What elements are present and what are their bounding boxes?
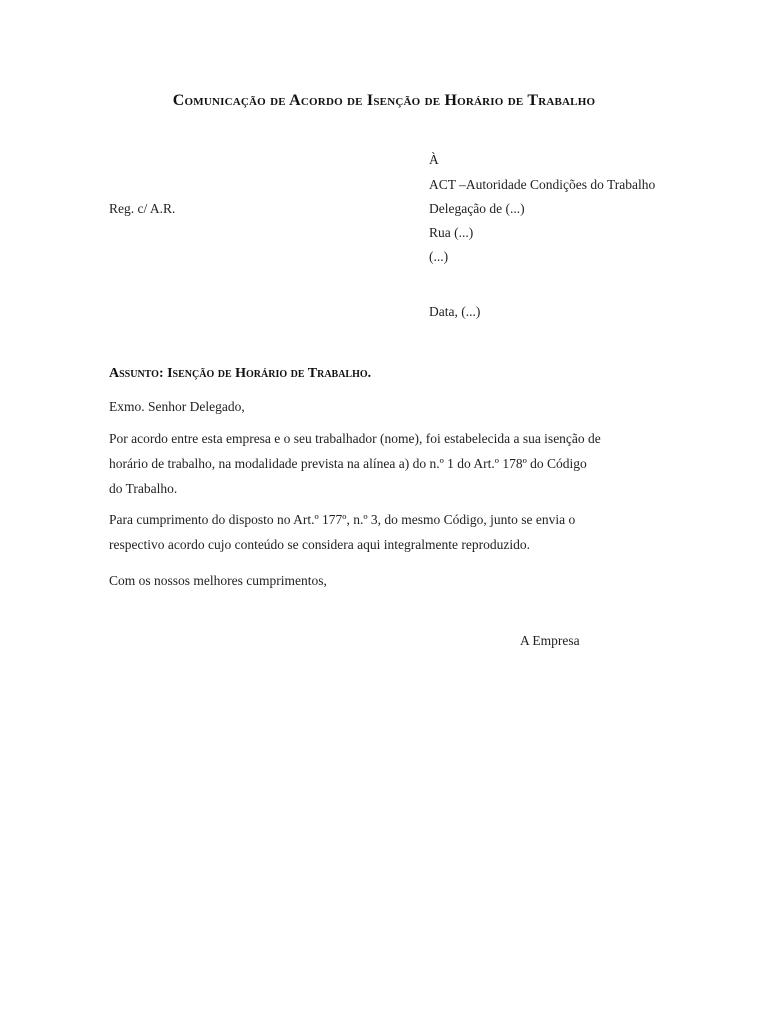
document-title: Comunicação de Acordo de Isenção de Horário de Trabalho — [172, 92, 596, 109]
paragraph-1-line-2: horário de trabalho, na modalidade prevista na alínea a) do n.º 1 do Art.º 178º do Código — [109, 456, 587, 471]
registration-note: Reg. c/ A.R. — [109, 201, 176, 216]
recipient-line-1: À — [429, 152, 439, 167]
paragraph-2-line-1: Para cumprimento do disposto no Art.º 177º, n.º 3, do mesmo Código, junto se envia o — [109, 512, 576, 527]
subject-line: Assunto: Isenção de Horário de Trabalho. — [109, 366, 372, 381]
paragraph-1-line-1: Por acordo entre esta empresa e o seu trabalhador (nome), foi estabelecida a sua isenção de — [109, 431, 601, 446]
recipient-line-4: Rua (...) — [429, 225, 474, 240]
paragraph-2-line-2: respectivo acordo cujo conteúdo se considera aqui integralmente reproduzido. — [109, 537, 530, 552]
recipient-line-5: (...) — [429, 249, 449, 264]
recipient-line-3: Delegação de (...) — [429, 201, 525, 216]
greeting: Exmo. Senhor Delegado, — [109, 399, 245, 414]
paragraph-1-line-3: do Trabalho. — [109, 481, 178, 496]
signature: A Empresa — [520, 633, 580, 648]
document-date: Data, (...) — [429, 304, 481, 319]
closing-line: Com os nossos melhores cumprimentos, — [109, 573, 327, 588]
recipient-line-2: ACT –Autoridade Condições do Trabalho — [429, 177, 656, 192]
